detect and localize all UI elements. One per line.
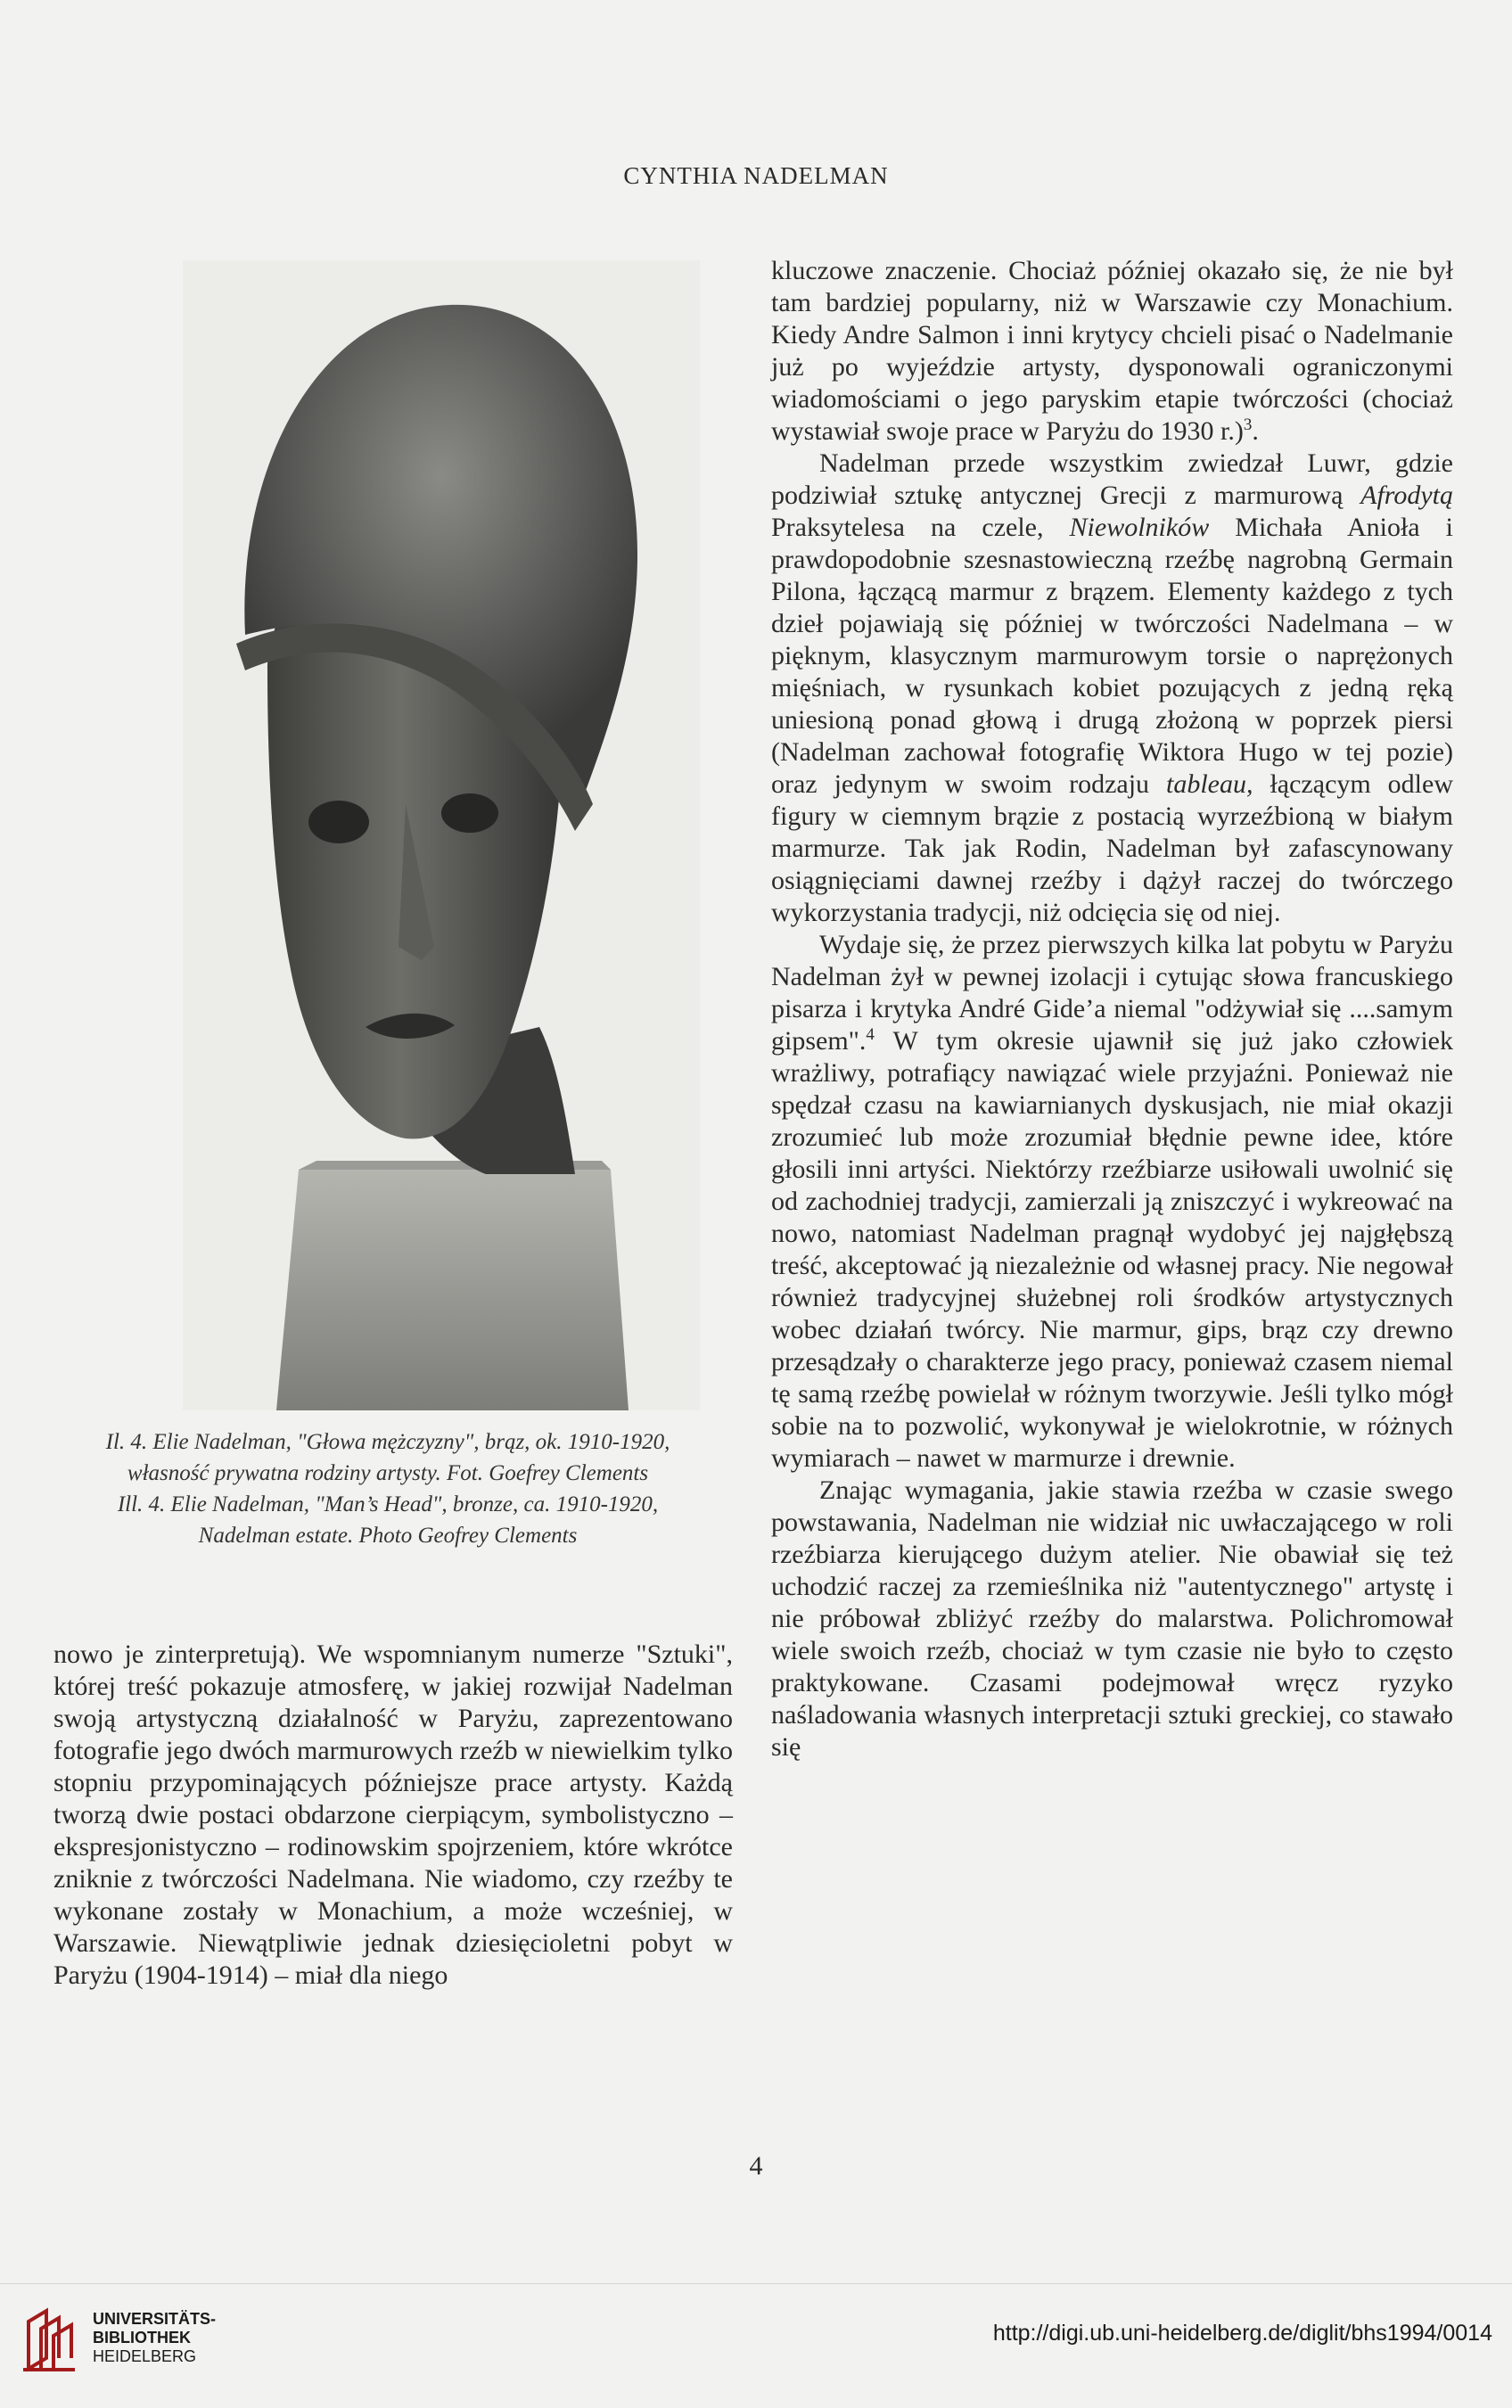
paragraph — [771, 448, 1453, 929]
left-text-column — [53, 1639, 733, 1992]
sculpture-photo — [183, 260, 700, 1410]
italic-title: Niewolników — [1069, 513, 1210, 542]
paragraph-text: . — [1252, 416, 1259, 446]
library-logo[interactable] — [20, 2302, 216, 2373]
right-text-column — [771, 255, 1453, 1763]
caption-line: Ill. 4. Elie Nadelman, "Man’s Head", bronze, ca. 1910-1920, — [117, 1492, 659, 1516]
caption-line: Nadelman estate. Photo Geofrey Clements — [198, 1524, 578, 1548]
figure-caption — [53, 1426, 722, 1551]
library-name — [93, 2310, 216, 2366]
paragraph: nowo je zinterpretują). We wspomnianym numerze "Sztuki", której treść pokazuje atmosferę, w jakiej rozwijał Nadelman swoją artystyczną działalność w Paryżu, zaprezentowano fotografie jego dwóch marmurowych rzeźb w niewielkim tylko stopniu przypominających późniejsze prace artysty. Każdą tworzą dwie postaci obdarzone cierpiącym, symbolistyczno – ekspresjonistyczno – rodinowskim spojrzeniem, które wkrótce zniknie z twórczości Nadelmana. Nie wiadomo, czy rzeźby te wykonane zostały w Monachium, a może wcześniej, w Warszawie. Niewątpliwie jednak dziesięcioletni pobyt w Paryżu (1904-1914) – miał dla niego — [53, 1640, 733, 1990]
paragraph-text: kluczowe znaczenie. Chociaż później okazało się, że nie był tam bardziej popularny, niż w Warszawie czy Monachium. Kiedy Andre Salmon i inni krytycy chcieli pisać o Nadelmanie już po wyjeździe artysty, dysponowali ograniczonymi wiadomościami o jego paryskim etapie twórczości (chociaż wystawiał swoje prace w Paryżu do 1930 r.) — [771, 256, 1453, 446]
library-name-line: HEIDELBERG — [93, 2346, 197, 2365]
footnote-ref: 3 — [1243, 415, 1253, 434]
library-name-line: BIBLIOTHEK — [93, 2328, 191, 2346]
paragraph — [771, 929, 1453, 1475]
paragraph-text: Michała Anioła i prawdopodobnie szesnastowieczną rzeźbę nagrobną Germain Pilona, łączącą marmur z brązem. Elementy każdego z tych dzieł pojawiają się później w twórczości Nadelmana – w pięknym, klasycznym marmurowym torsie o naprężonych mięśniach, w rysunkach kobiet pozujących z jedną ręką uniesioną ponad głową i drugą złożoną w poprzek piersi (Nadelman zachował fotografię Wiktora Hugo w tej pozie) oraz jedynym w swoim rodzaju — [771, 513, 1454, 799]
italic-term: tableau, — [1166, 769, 1253, 799]
footnote-ref: 4 — [866, 1025, 875, 1044]
library-name-line: UNIVERSITÄTS- — [93, 2309, 217, 2328]
footer-divider — [0, 2283, 1512, 2284]
paragraph-text: Praksytelesa na czele, — [771, 513, 1070, 542]
paragraph-text: Nadelman przede wszystkim zwiedzał Luwr, gdzie podziwiał sztukę antycznej Grecji z marmurową — [771, 448, 1453, 510]
running-head: CYNTHIA NADELMAN — [623, 162, 889, 189]
mans-head-sculpture-image — [183, 260, 700, 1410]
source-url-link[interactable]: http://digi.ub.uni-heidelberg.de/diglit/bhs1994/0014 — [992, 2321, 1492, 2346]
paragraph: Znając wymagania, jakie stawia rzeźba w czasie swego powstawania, Nadelman nie widział nic uwłaczającego w roli rzeźbiarza kierującego dużym atelier. Nie obawiał się też uchodzić raczej za rzemieślnika niż "autentycznego" artystę i nie próbował zbliżyć rzeźby do malarstwa. Polichromował wiele swoich rzeźb, chociaż w tym czasie nie było to często praktykowane. Czasami podejmował wręcz ryzyko naśladowania własnych interpretacji sztuki greckiej, co stawało się — [771, 1475, 1453, 1762]
caption-line: Il. 4. Elie Nadelman, "Głowa mężczyzny", brąz, ok. 1910-1920, — [105, 1430, 670, 1454]
caption-line: własność prywatna rodziny artysty. Fot. Goefrey Clements — [127, 1461, 649, 1485]
page-number: 4 — [749, 2151, 763, 2181]
paragraph-text: Wydaje się, że przez pierwszych kilka lat pobytu w Paryżu Nadelman żył w pewnej izolacji i cytując słowa francuskiego pisarza i krytyka André Gide’a niemal "odżywiał się ....samym gipsem". — [771, 930, 1453, 1056]
paragraph-text: W tym okresie ujawnił się już jako człowiek wrażliwy, potrafiący nawiązać wiele przyjaźni. Ponieważ nie spędzał czasu na kawiarnianych dyskusjach, nie miał okazji zrozumieć lub może zrozumiał błędnie pewne idee, które głosili inni artyści. Niektórzy rzeźbiarze usiłowali uwolnić się od zachodniej tradycji, zamierzali ją zniszczyć i wykreować na nowo, natomiast Nadelman pragnął wydobyć jej najgłębszą treść, akceptować ją niezależnie od własnej pracy. Nie negował również tradycyjnej służebnej roli środków artystycznych wobec działań twórcy. Nie marmur, gips, brąz czy drewno przesądzały o charakterze jego pracy, ponieważ czasem niemal tę samą rzeźbę powielał w różnym tworzywie. Jeśli tylko mógł sobie na to pozwolić, wykonywał je wielokrotnie, w różnych wymiarach – nawet w marmurze i drewnie. — [771, 1026, 1453, 1473]
library-emblem-icon — [20, 2302, 80, 2373]
paragraph — [771, 255, 1453, 448]
paragraph-text: łączącym odlew figury w ciemnym brązie z postacią wyrzeźbioną w białym marmurze. Tak jak Rodin, Nadelman był zafascynowany osiągnięciami dawnej rzeźby i dążył raczej do twórczego wykorzystania tradycji, niż odcięcia się od niej. — [771, 769, 1453, 927]
italic-title: Afrodytą — [1360, 481, 1453, 510]
